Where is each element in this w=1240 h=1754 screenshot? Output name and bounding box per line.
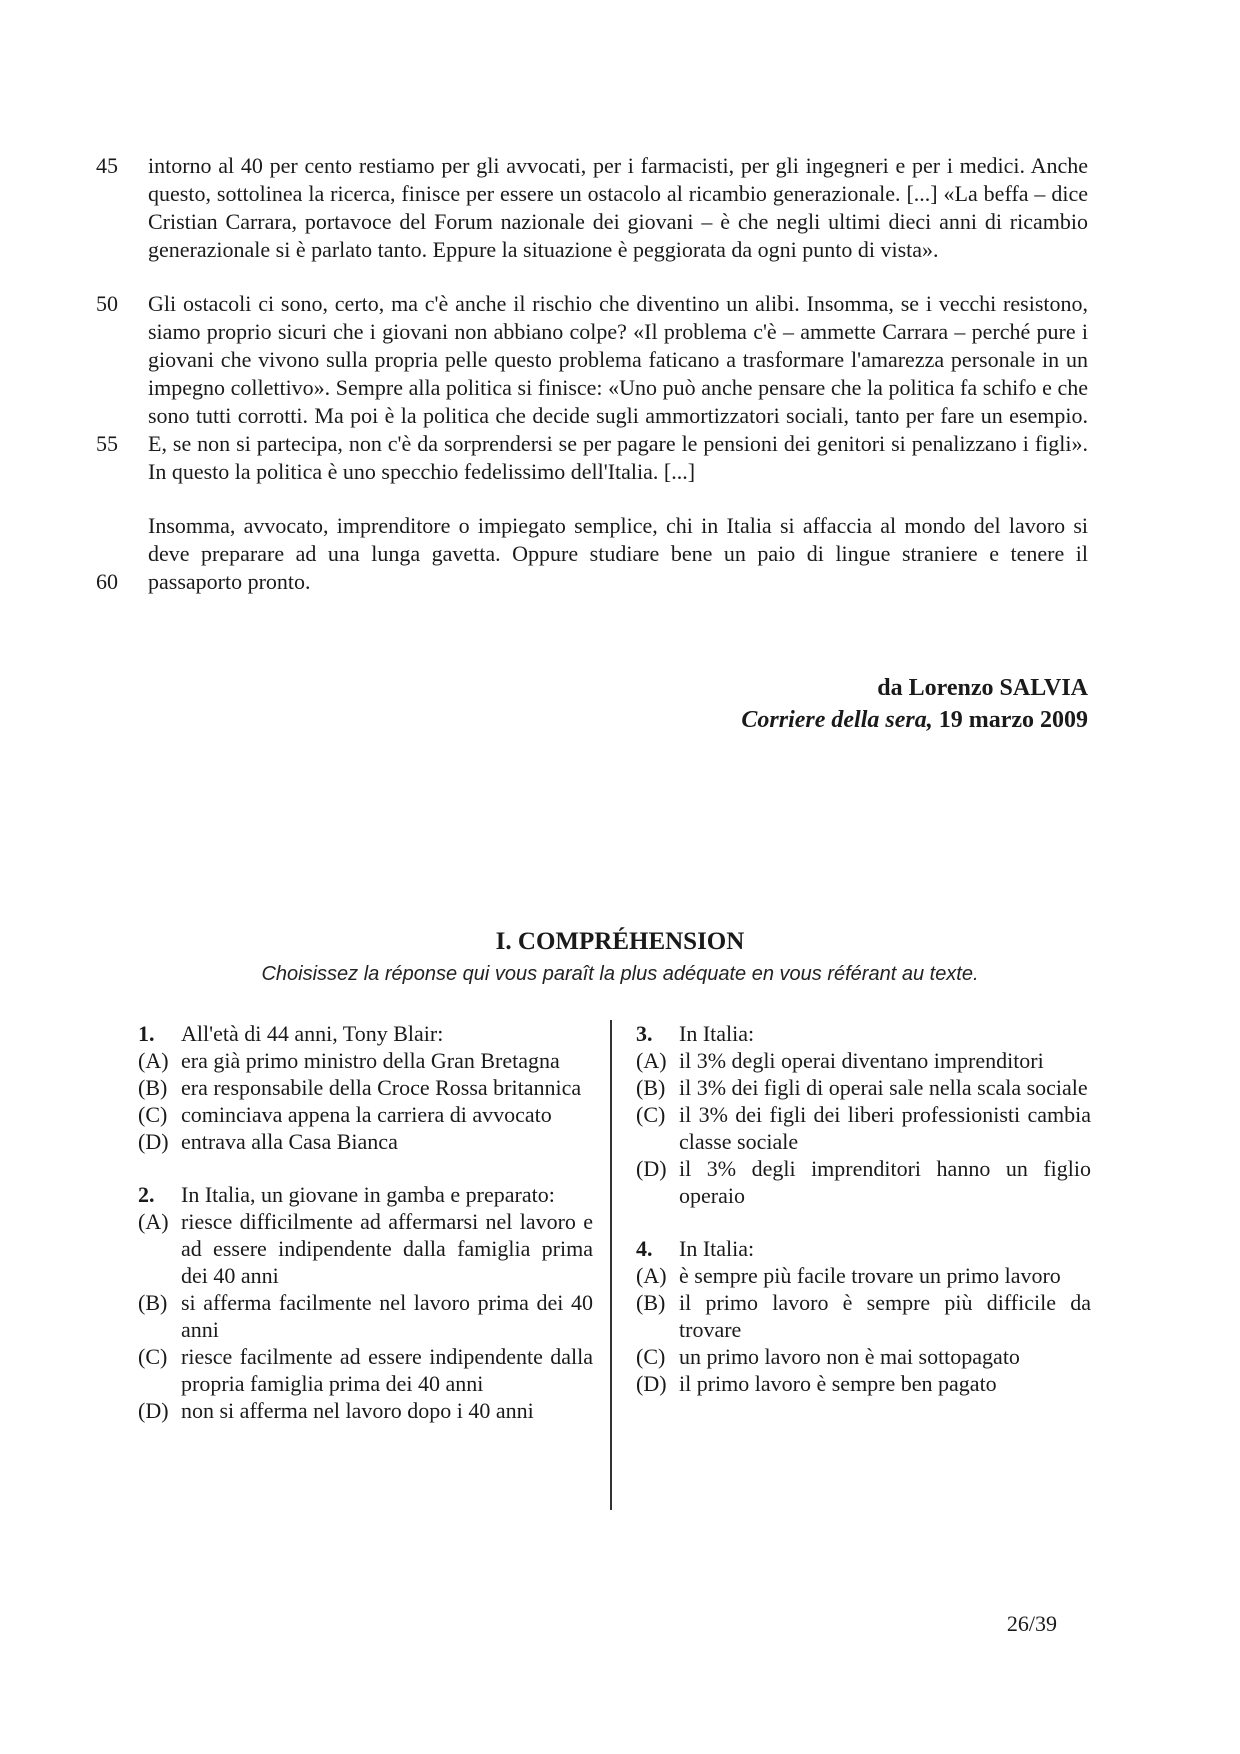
option-letter: (B) [636,1075,666,1100]
answer-option[interactable] [138,1128,593,1155]
option-letter: (C) [138,1102,168,1127]
option-text: non si afferma nel lavoro dopo i 40 anni [181,1398,534,1423]
question [636,1020,1091,1209]
question-number: 4. [636,1236,653,1261]
option-letter: (C) [636,1102,666,1127]
option-text: il 3% dei figli dei liberi professionisti cambia classe sociale [679,1102,1091,1154]
question [138,1020,593,1155]
question-number: 3. [636,1021,653,1046]
option-letter: (B) [138,1290,168,1315]
option-text: è sempre più facile trovare un primo lavoro [679,1263,1061,1288]
passage-paragraph [96,512,1088,596]
line-number: 45 [96,153,118,178]
answer-option[interactable] [636,1289,1091,1343]
option-text: entrava alla Casa Bianca [181,1129,398,1154]
option-text: un primo lavoro non è mai sottopagato [679,1344,1020,1369]
answer-option[interactable] [138,1101,593,1128]
answer-option[interactable] [636,1370,1091,1397]
answer-option[interactable] [138,1343,593,1397]
source-citation [741,672,1088,736]
question-stem: In Italia: [679,1236,755,1261]
answer-option[interactable] [138,1074,593,1101]
option-letter: (B) [138,1075,168,1100]
paragraph-text: Gli ostacoli ci sono, certo, ma c'è anche il rischio che diventino un alibi. Insomma, se i vecchi resistono, siamo proprio sicuri che i giovani non abbiano colpe? «Il problema c'è – ammette Carrara – perché pure i giovani che vivono sulla propria pelle questo problema faticano a trasformare l'amarezza personale in un impegno collettivo». Sempre alla politica si finisce: «Uno può anche pensare che la politica fa schifo e che sono tutti corrotti. Ma poi è la politica che decide sugli ammortizzatori sociali, tanto per fare un esempio. E, se non si partecipa, non c'è da sorprendersi se per pagare le pensioni dei genitori si penalizzano i figli». In questo la politica è uno specchio fedelissimo dell'Italia. [...] [148,291,1088,484]
answer-option[interactable] [636,1262,1091,1289]
section-title: I. COMPRÉHENSION [495,928,745,955]
option-letter: (A) [138,1048,169,1073]
option-text: riesce difficilmente ad affermarsi nel lavoro e ad essere indipendente dalla famiglia prima dei 40 anni [181,1209,593,1288]
option-letter: (D) [138,1129,169,1154]
column-divider [610,1020,612,1510]
answer-option[interactable] [138,1208,593,1289]
option-letter: (A) [138,1209,169,1234]
answer-option[interactable] [636,1047,1091,1074]
section-instruction: Choisissez la réponse qui vous paraît la plus adéquate en vous référant au texte. [261,963,979,985]
reading-passage [96,152,1088,622]
question [138,1181,593,1424]
answer-option[interactable] [138,1047,593,1074]
questions-left-column [138,1020,593,1450]
option-text: era già primo ministro della Gran Bretagna [181,1048,560,1073]
question-number: 1. [138,1021,155,1046]
option-text: il 3% degli imprenditori hanno un figlio operaio [679,1156,1091,1208]
answer-option[interactable] [138,1397,593,1424]
source-publication: Corriere della sera, [741,707,933,733]
option-text: riesce facilmente ad essere indipendente dalla propria famiglia prima dei 40 anni [181,1344,593,1396]
option-text: il primo lavoro è sempre ben pagato [679,1371,997,1396]
option-text: il 3% dei figli di operai sale nella scala sociale [679,1075,1088,1100]
option-letter: (A) [636,1048,667,1073]
option-letter: (C) [636,1344,666,1369]
option-text: si afferma facilmente nel lavoro prima dei 40 anni [181,1290,593,1342]
option-letter: (D) [138,1398,169,1423]
line-number: 50 [96,291,118,316]
passage-paragraph [96,290,1088,486]
question-number: 2. [138,1182,155,1207]
answer-option[interactable] [636,1101,1091,1155]
line-number: 60 [96,569,118,594]
answer-option[interactable] [636,1343,1091,1370]
question-stem: In Italia: [679,1021,755,1046]
question-stem: All'età di 44 anni, Tony Blair: [181,1021,444,1046]
option-text: cominciava appena la carriera di avvocato [181,1102,552,1127]
option-letter: (C) [138,1344,168,1369]
line-number: 55 [96,431,118,456]
source-author: da Lorenzo SALVIA [877,675,1088,701]
option-letter: (D) [636,1371,667,1396]
option-letter: (B) [636,1290,666,1315]
option-text: era responsabile della Croce Rossa britannica [181,1075,582,1100]
option-text: il primo lavoro è sempre più difficile da trovare [679,1290,1091,1342]
source-date: 19 marzo 2009 [932,707,1088,733]
answer-option[interactable] [138,1289,593,1343]
question-stem: In Italia, un giovane in gamba e preparato: [181,1182,555,1207]
page-number: 26/39 [1006,1611,1057,1636]
option-letter: (D) [636,1156,667,1181]
question [636,1235,1091,1397]
paragraph-text: intorno al 40 per cento restiamo per gli avvocati, per i farmacisti, per gli ingegneri e per i medici. Anche questo, sottolinea la ricerca, finisce per essere un ostacolo al ricambio generazionale. [...] «La beffa – dice Cristian Carrara, portavoce del Forum nazionale dei giovani – è che negli ultimi dieci anni di ricambio generazionale si è parlato tanto. Eppure la situazione è peggiorata da ogni punto di vista». [148,153,1088,262]
paragraph-text: Insomma, avvocato, imprenditore o impiegato semplice, chi in Italia si affaccia al mondo del lavoro si deve preparare ad una lunga gavetta. Oppure studiare bene un paio di lingue straniere e tenere il passaporto pronto. [148,513,1088,594]
answer-option[interactable] [636,1074,1091,1101]
questions-right-column [636,1020,1091,1423]
answer-option[interactable] [636,1155,1091,1209]
passage-paragraph [96,152,1088,264]
option-text: il 3% degli operai diventano imprenditori [679,1048,1044,1073]
option-letter: (A) [636,1263,667,1288]
